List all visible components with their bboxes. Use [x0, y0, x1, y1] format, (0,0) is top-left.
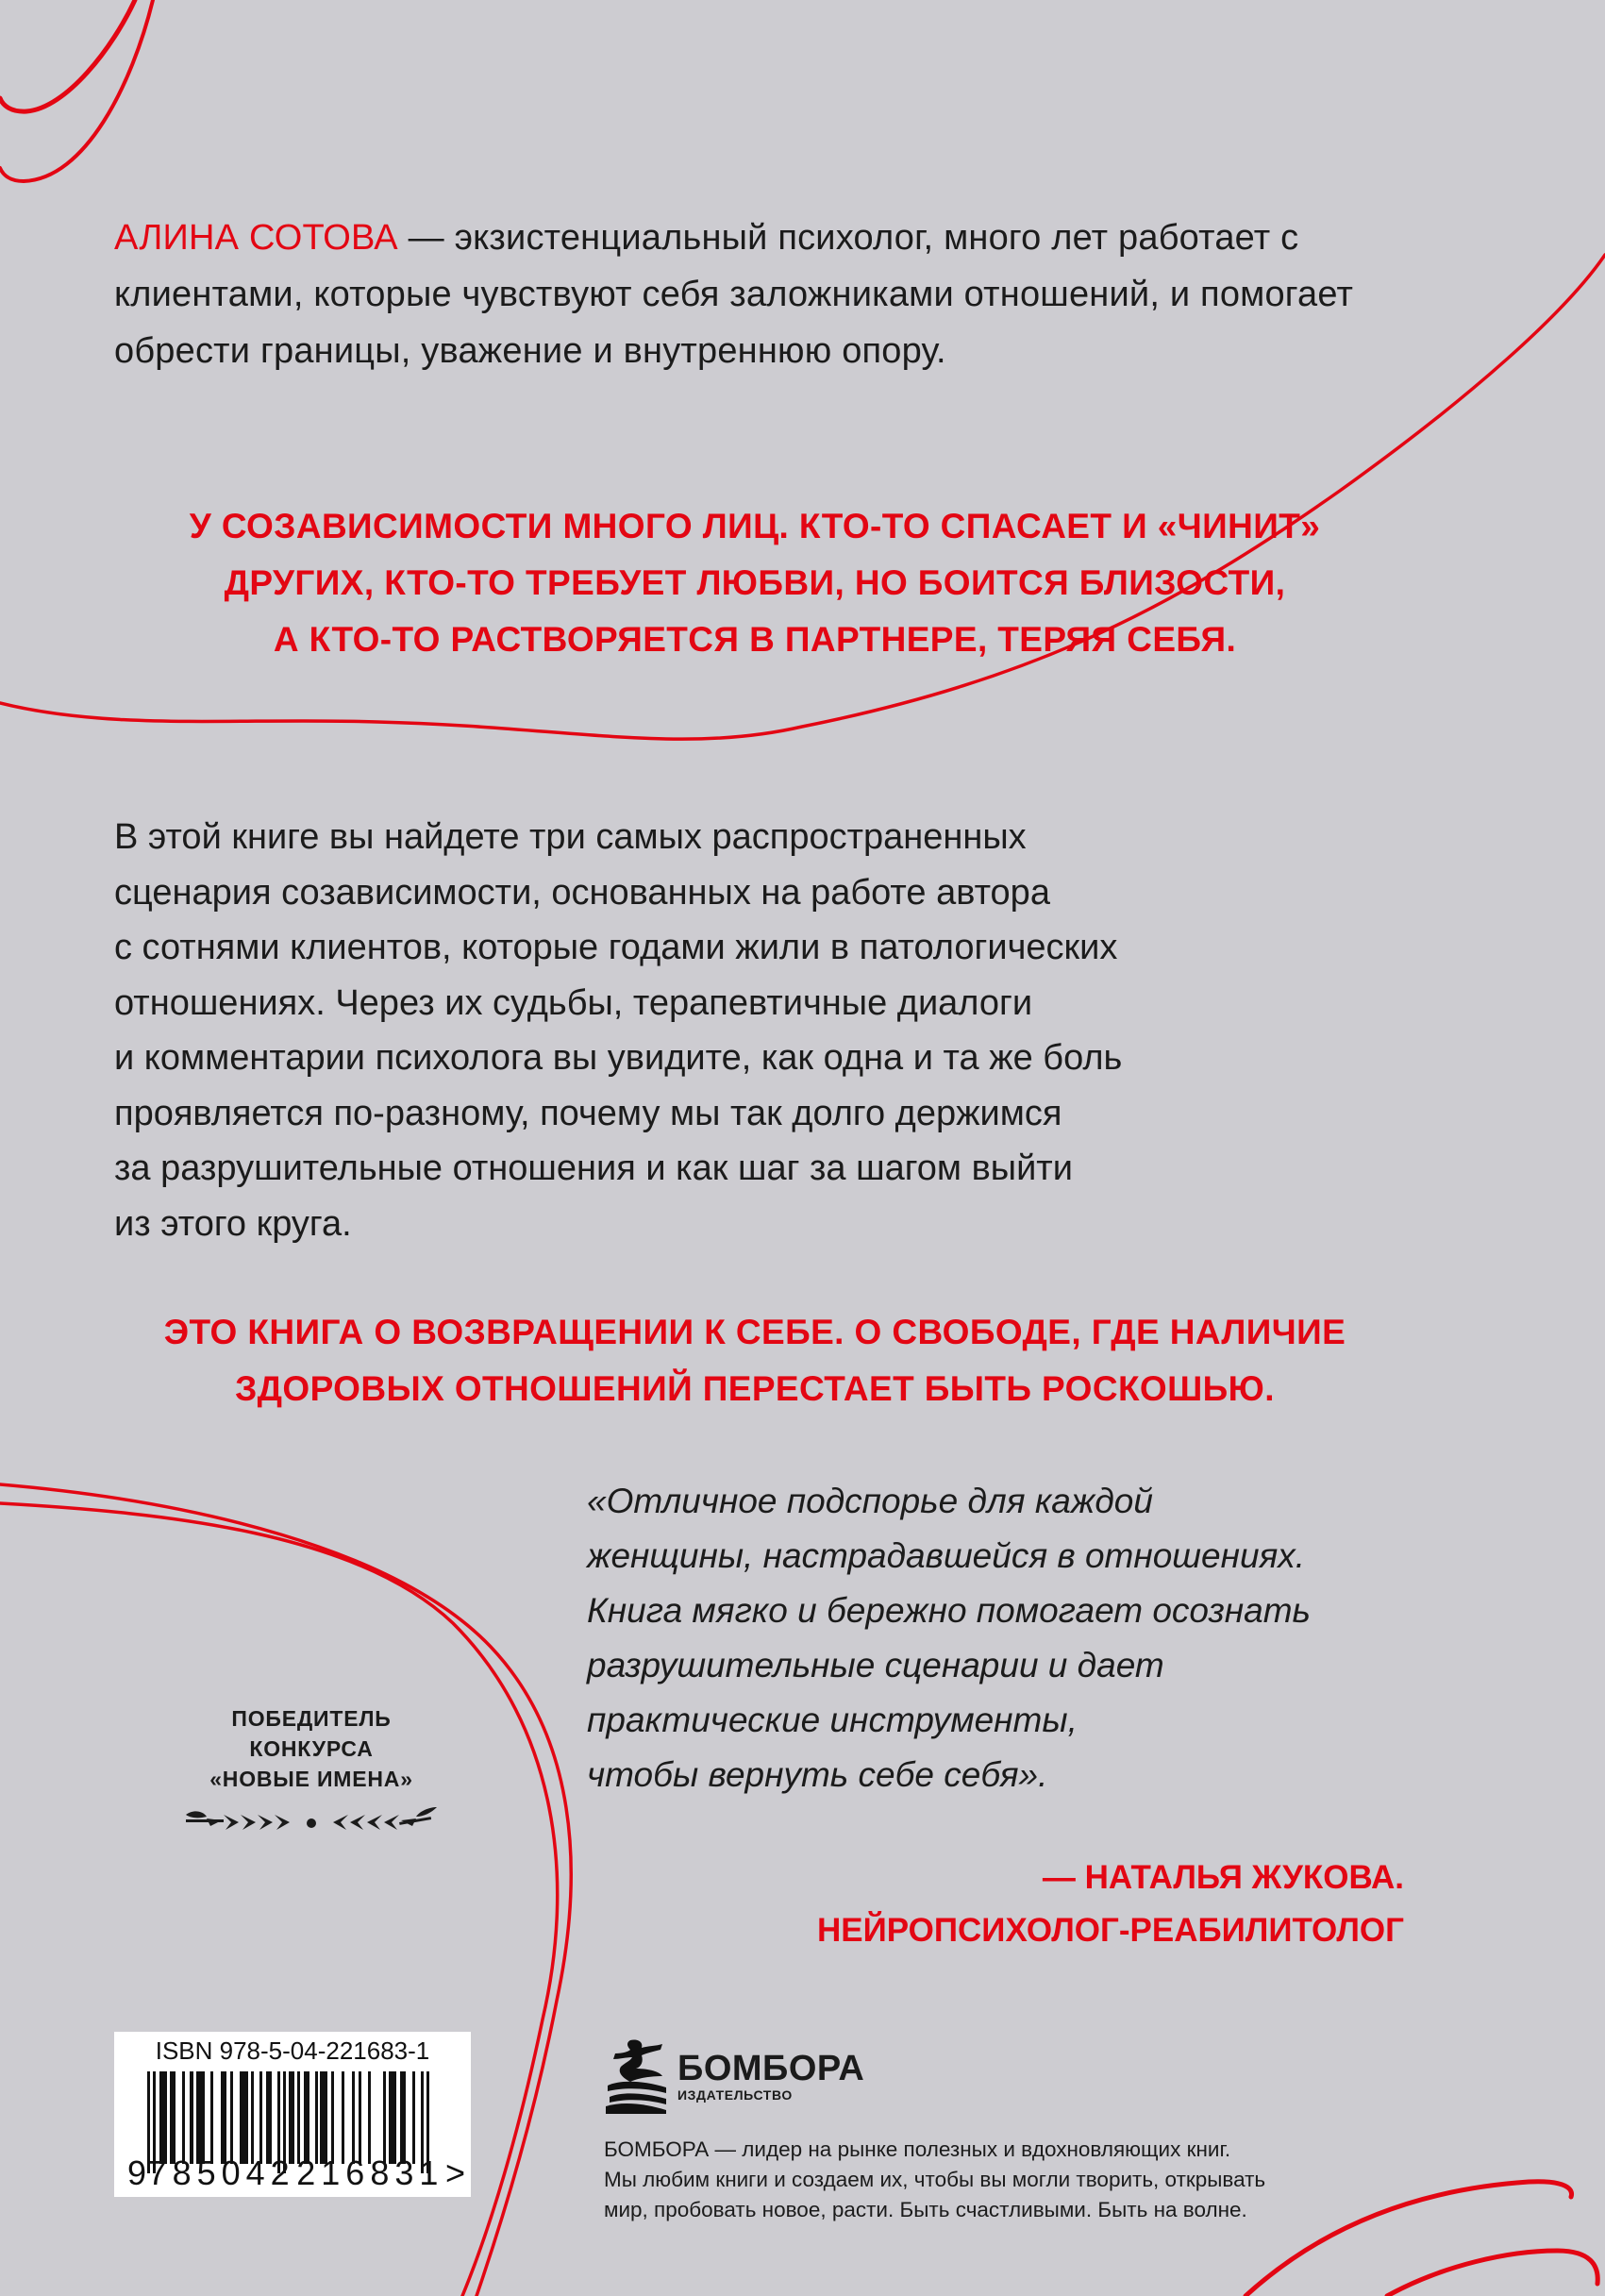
callout-line: ЗДОРОВЫХ ОТНОШЕНИЙ ПЕРЕСТАЕТ БЫТЬ РОСКОШЬЮ. — [235, 1369, 1275, 1408]
description-line: и комментарии психолога вы увидите, как одна и та же боль — [114, 1038, 1123, 1078]
barcode-digit-suffix: > — [444, 2154, 465, 2192]
callout — [57, 1304, 1453, 1417]
surfer-logo-icon — [604, 2038, 670, 2114]
isbn-label: ISBN 978-5-04-221683-1 — [155, 2036, 430, 2065]
quote-line: женщины, настрадавшейся в отношениях. — [587, 1536, 1306, 1575]
testimonial-quote — [587, 1474, 1436, 1802]
description-line: отношениях. Через их судьбы, терапевтичные диалоги — [114, 982, 1033, 1023]
bottom-right-curve-b — [1387, 2251, 1597, 2296]
description-line: за разрушительные отношения и как шаг за шагом выйти — [114, 1148, 1073, 1188]
award-line: «НОВЫЕ ИМЕНА» — [209, 1767, 413, 1791]
laurel-wreath-icon — [156, 1803, 467, 1837]
tagline-line: А КТО-ТО РАСТВОРЯЕТСЯ В ПАРТНЕРЕ, ТЕРЯЯ СЕБЯ. — [273, 620, 1237, 659]
quote-line: чтобы вернуть себе себя». — [587, 1755, 1048, 1794]
barcode-digits — [127, 2154, 465, 2192]
attribution-title: НЕЙРОПСИХОЛОГ-РЕАБИЛИТОЛОГ — [816, 1912, 1404, 1949]
publisher-description — [604, 2135, 1547, 2225]
tagline-line: ДРУГИХ, КТО-ТО ТРЕБУЕТ ЛЮБВИ, НО БОИТСЯ БЛИЗОСТИ, — [224, 563, 1286, 602]
publisher-name: БОМБОРА — [677, 2049, 865, 2088]
top-left-curve-outer — [0, 0, 135, 111]
publisher-subtitle: ИЗДАТЕЛЬСТВО — [677, 2087, 793, 2103]
isbn-barcode — [114, 2032, 471, 2197]
description-line: В этой книге вы найдете три самых распространенных — [114, 817, 1027, 857]
barcode-digit-group-1: 785042 — [147, 2154, 295, 2192]
description-line: проявляется по-разному, почему мы так долго держимся — [114, 1093, 1062, 1133]
author-name: АЛИНА СОТОВА — [114, 218, 398, 258]
publisher-description-line: Мы любим книги и создаем их, чтобы вы могли творить, открывать — [604, 2168, 1266, 2191]
award-line: ПОБЕДИТЕЛЬ — [231, 1706, 392, 1731]
award-line: КОНКУРСА — [249, 1736, 374, 1761]
award-badge — [156, 1703, 467, 1837]
description-line: с сотнями клиентов, которые годами жили в патологических — [114, 928, 1118, 967]
quote-line: «Отличное подспорье для каждой — [587, 1482, 1153, 1520]
description-line: из этого круга. — [114, 1203, 352, 1244]
quote-line: разрушительные сценарии и дает — [587, 1646, 1164, 1684]
publisher-logo-text — [677, 2050, 864, 2103]
top-left-curve-inner — [0, 0, 153, 181]
quote-line: практические инструменты, — [587, 1701, 1078, 1739]
callout-line: ЭТО КНИГА О ВОЗВРАЩЕНИИ К СЕБЕ. О СВОБОДЕ, ГДЕ НАЛИЧИЕ — [163, 1313, 1346, 1351]
quote-attribution — [660, 1852, 1404, 1957]
description-line: сценария созависимости, основанных на работе автора — [114, 872, 1050, 913]
book-description — [114, 810, 1416, 1251]
barcode-digit-prefix: 9 — [127, 2154, 147, 2192]
attribution-name: — НАТАЛЬЯ ЖУКОВА. — [1042, 1859, 1404, 1896]
barcode-digit-group-2: 216831 — [296, 2154, 444, 2192]
tagline-line: У СОЗАВИСИМОСТИ МНОГО ЛИЦ. КТО-ТО СПАСАЕТ И «ЧИНИТ» — [189, 507, 1321, 545]
author-dash: — — [397, 218, 455, 258]
author-bio-text: экзистенциальный психолог, много лет работает с клиентами, которые чувствуют себя заложниками отношений, и помогает обрести границы, уважение и внутреннюю опору. — [114, 218, 1354, 371]
publisher-description-line: мир, пробовать новое, расти. Быть счастливыми. Быть на волне. — [604, 2198, 1247, 2221]
quote-line: Книга мягко и бережно помогает осознать — [587, 1591, 1312, 1630]
author-bio — [114, 209, 1369, 379]
tagline — [85, 498, 1425, 668]
publisher-description-line: БОМБОРА — лидер на рынке полезных и вдохновляющих книг. — [604, 2137, 1231, 2161]
publisher-logo — [604, 2038, 887, 2114]
